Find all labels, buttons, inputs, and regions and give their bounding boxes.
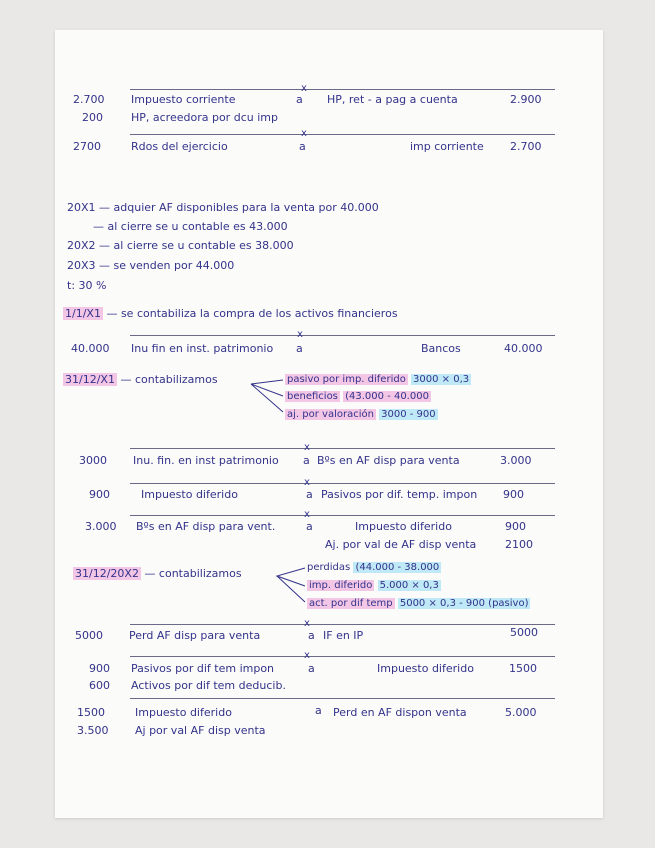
- cross-mark: x: [304, 442, 310, 453]
- breakdown-item: [307, 579, 441, 593]
- account: Perd en AF dispon venta: [333, 706, 467, 719]
- account: HP, acreedora por dcu imp: [131, 111, 278, 124]
- account: Impuesto diferido: [355, 520, 452, 533]
- amount: 5000: [75, 629, 103, 642]
- breakdown-label: aj. por valoración: [287, 409, 374, 420]
- account: Perd AF disp para venta: [129, 629, 261, 642]
- amount: 1500: [509, 662, 537, 675]
- cross-mark: x: [304, 477, 310, 488]
- entry-rule: [130, 134, 555, 135]
- breakdown-label: beneficios: [287, 391, 338, 402]
- breakdown-label: perdidas: [307, 562, 351, 573]
- account: HP, ret - a pag a cuenta: [327, 93, 458, 106]
- cross-mark: x: [301, 83, 307, 94]
- account: Pasivos por dif. temp. impon: [321, 488, 478, 501]
- amount: 2.900: [510, 93, 542, 106]
- account: Rdos del ejercicio: [131, 140, 228, 153]
- account: Bºs en AF disp para venta: [317, 454, 460, 467]
- breakdown-calc: 5.000 × 0,3: [379, 580, 439, 591]
- a-marker: a: [303, 454, 310, 467]
- breakdown-item: [285, 390, 431, 404]
- date-label: [73, 567, 242, 581]
- amount: 40.000: [504, 342, 543, 355]
- a-marker: a: [306, 488, 313, 501]
- amount: 2.700: [510, 140, 542, 153]
- entry-rule: [130, 515, 555, 516]
- entry-rule: [130, 448, 555, 449]
- cross-mark: x: [304, 650, 310, 661]
- amount: 5.000: [505, 706, 537, 719]
- breakdown-calc: (44.000 - 38.000: [355, 562, 440, 573]
- breakdown-label: pasivo por imp. diferido: [287, 374, 406, 385]
- amount: 40.000: [71, 342, 110, 355]
- breakdown-calc: 3000 - 900: [381, 409, 436, 420]
- a-marker: a: [296, 93, 303, 106]
- entry-rule: [130, 624, 555, 625]
- cross-mark: x: [304, 509, 310, 520]
- date-label: [63, 373, 218, 387]
- amount: 200: [82, 111, 103, 124]
- a-marker: a: [315, 704, 322, 717]
- amount: 900: [89, 488, 110, 501]
- amount: 900: [503, 488, 524, 501]
- breakdown-item: [285, 373, 471, 387]
- a-marker: a: [308, 662, 315, 675]
- account: Aj por val AF disp venta: [135, 724, 266, 737]
- amount: 900: [505, 520, 526, 533]
- entry-rule: [130, 483, 555, 484]
- account: Pasivos por dif tem impon: [131, 662, 275, 675]
- breakdown-label: act. por dif temp: [309, 598, 393, 609]
- statement-line: 20X1 — adquier AF disponibles para la venta por 40.000: [67, 201, 379, 214]
- amount: 1500: [77, 706, 105, 719]
- a-marker: a: [308, 629, 315, 642]
- entry-rule: [130, 89, 555, 90]
- amount: 3.000: [500, 454, 532, 467]
- amount: 5000: [510, 626, 538, 639]
- notebook-page: [55, 30, 603, 818]
- account: Inu fin en inst. patrimonio: [131, 342, 274, 355]
- date-label: [63, 307, 398, 321]
- account: Activos por dif tem deducib.: [131, 679, 286, 692]
- cross-mark: x: [304, 618, 310, 629]
- date-description: — contabilizamos: [144, 567, 242, 580]
- entry-rule: [130, 335, 555, 336]
- a-marker: a: [306, 520, 313, 533]
- breakdown-item: [307, 597, 530, 611]
- date-highlight: 31/12/20X2: [75, 567, 139, 580]
- entry-rule: [130, 656, 555, 657]
- account: Impuesto diferido: [135, 706, 232, 719]
- statement-line: 20X3 — se venden por 44.000: [67, 259, 235, 272]
- account: Impuesto diferido: [141, 488, 238, 501]
- account: Inu. fin. en inst patrimonio: [133, 454, 279, 467]
- amount: 2.700: [73, 93, 105, 106]
- statement-line: — al cierre se u contable es 43.000: [93, 220, 288, 233]
- breakdown-calc: (43.000 - 40.000: [345, 391, 429, 402]
- amount: 3000: [79, 454, 107, 467]
- account: imp corriente: [410, 140, 484, 153]
- account: Aj. por val de AF disp venta: [325, 538, 477, 551]
- bracket-arrows: [245, 374, 285, 414]
- amount: 3.000: [85, 520, 117, 533]
- statement-line: 20X2 — al cierre se u contable es 38.000: [67, 239, 294, 252]
- cross-mark: x: [301, 128, 307, 139]
- breakdown-item: [307, 561, 441, 575]
- amount: 2700: [73, 140, 101, 153]
- breakdown-calc: 3000 × 0,3: [413, 374, 470, 385]
- account: Impuesto diferido: [377, 662, 474, 675]
- amount: 600: [89, 679, 110, 692]
- date-description: — contabilizamos: [120, 373, 218, 386]
- a-marker: a: [299, 140, 306, 153]
- account: Bancos: [421, 342, 461, 355]
- bracket-arrows: [271, 564, 307, 606]
- breakdown-item: [285, 408, 438, 422]
- account: Bºs en AF disp para vent.: [136, 520, 276, 533]
- amount: 900: [89, 662, 110, 675]
- account: Impuesto corriente: [131, 93, 236, 106]
- statement-line: t: 30 %: [67, 279, 107, 292]
- a-marker: a: [296, 342, 303, 355]
- account: IF en IP: [323, 629, 364, 642]
- date-description: — se contabiliza la compra de los activos financieros: [106, 307, 398, 320]
- breakdown-calc: 5000 × 0,3 - 900 (pasivo): [399, 598, 529, 609]
- amount: 2100: [505, 538, 533, 551]
- breakdown-label: imp. diferido: [309, 580, 373, 591]
- amount: 3.500: [77, 724, 109, 737]
- date-highlight: 1/1/X1: [65, 307, 101, 320]
- date-highlight: 31/12/X1: [65, 373, 115, 386]
- entry-rule: [130, 698, 555, 699]
- cross-mark: x: [297, 329, 303, 340]
